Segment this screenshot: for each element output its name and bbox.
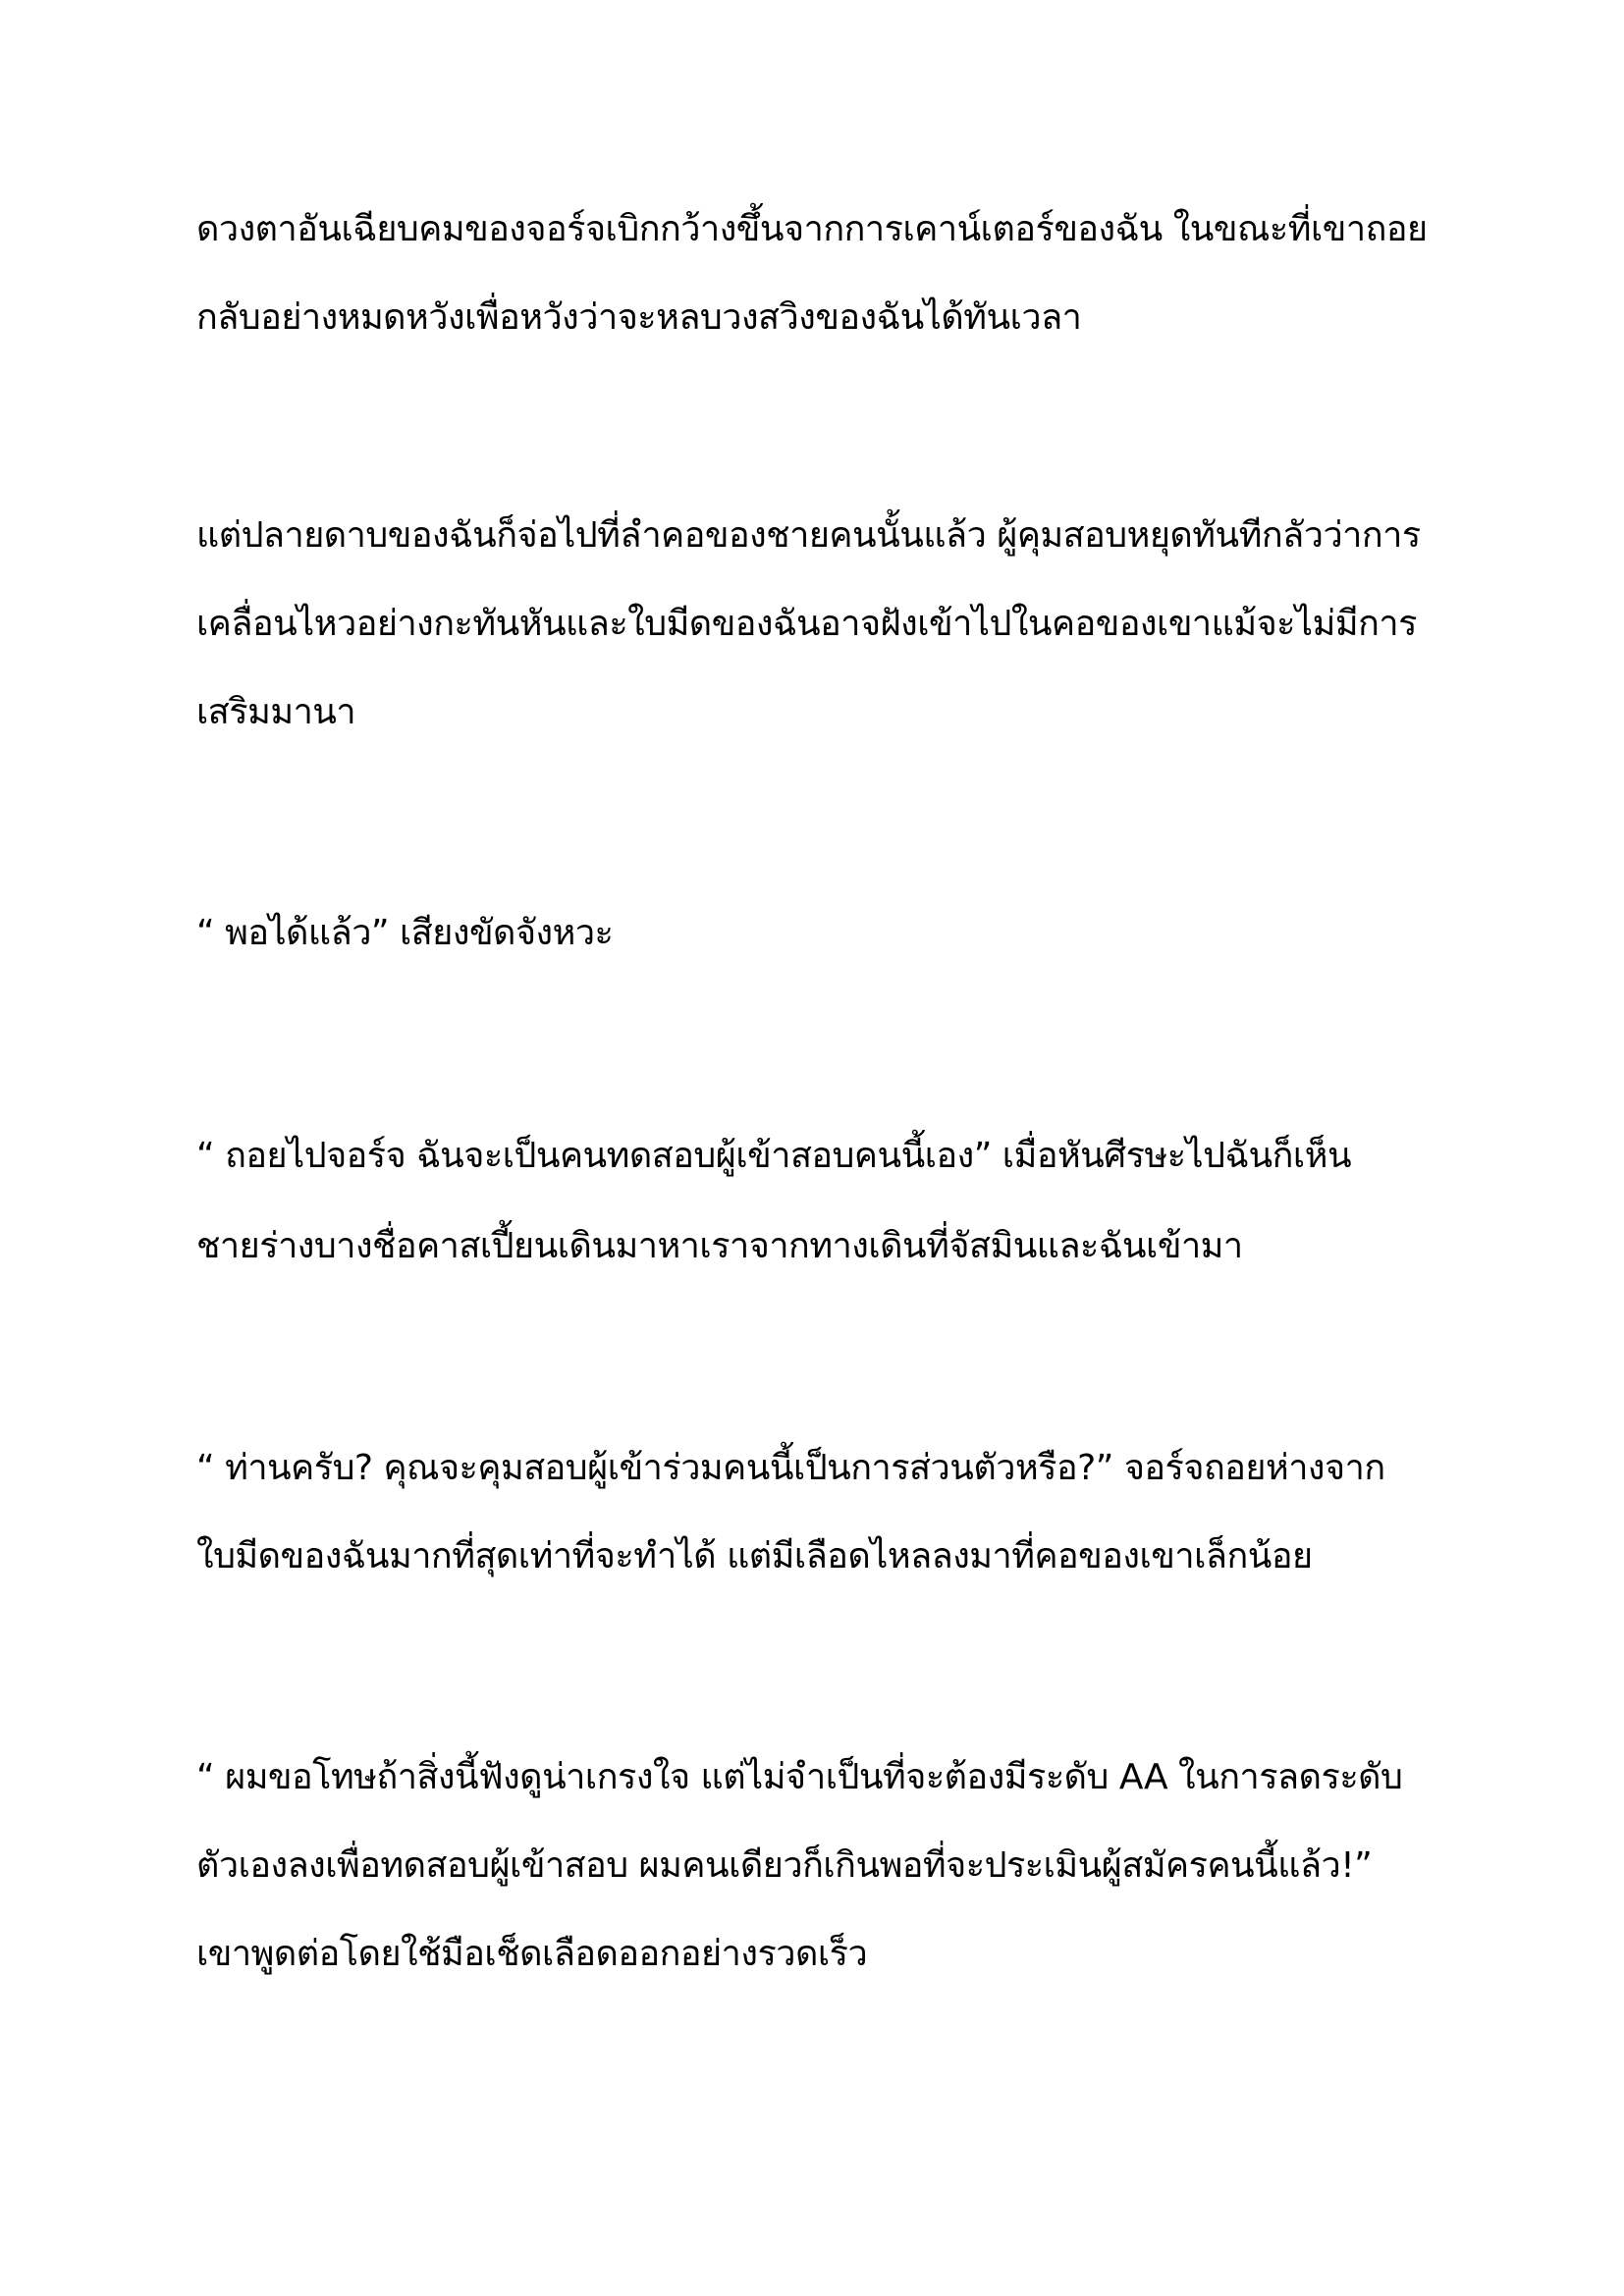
paragraph-5-line-1: “ ท่านครับ? คุณจะคุมสอบผู้เข้าร่วมคนนี้เป็นการส่วนตัวหรือ?” จอร์จถอยห่างจาก: [196, 1448, 1385, 1488]
paragraph-5-line-2: ใบมีดของฉันมากที่สุดเท่าที่จะทำได้ แต่มีเลือดไหลลงมาที่คอของเขาเล็กน้อย: [196, 1536, 1313, 1576]
paragraph-6-line-2: ตัวเองลงเพื่อทดสอบผู้เข้าสอบ ผมคนเดียวก็เกินพอที่จะประเมินผู้สมัครคนนี้แล้ว!”: [196, 1845, 1373, 1886]
paragraph-1-line-2: กลับอย่างหมดหวังเพื่อหวังว่าจะหลบวงสวิงของฉันได้ทันเวลา: [196, 297, 1082, 338]
paragraph-4-line-1: “ ถอยไปจอร์จ ฉันจะเป็นคนทดสอบผู้เข้าสอบคนนี้เอง” เมื่อหันศีรษะไปฉันก็เห็น: [196, 1136, 1352, 1176]
paragraph-4-line-2: ชายร่างบางชื่อคาสเปี้ยนเดินมาหาเราจากทางเดินที่จัสมินและฉันเข้ามา: [196, 1226, 1243, 1266]
paragraph-6-line-1: “ ผมขอโทษถ้าสิ่งนี้ฟังดูน่าเกรงใจ แต่ไม่จำเป็นที่จะต้องมีระดับ AA ในการลดระดับ: [196, 1757, 1403, 1797]
paragraph-6-line-3: เขาพูดต่อโดยใช้มือเช็ดเลือดออกอย่างรวดเร็ว: [196, 1934, 868, 1974]
paragraph-1-line-1: ดวงตาอันเฉียบคมของจอร์จเบิกกว้างขึ้นจากการเคาน์เตอร์ของฉัน ในขณะที่เขาถอย: [196, 209, 1428, 249]
paragraph-2-line-1: แต่ปลายดาบของฉันก็จ่อไปที่ลำคอของชายคนนั้นแล้ว ผู้คุมสอบหยุดทันทีกลัวว่าการ: [196, 515, 1421, 556]
paragraph-3-line-1: “ พอได้แล้ว” เสียงขัดจังหวะ: [196, 913, 614, 953]
paragraph-2-line-3: เสริมมานา: [196, 692, 356, 732]
paragraph-2-line-2: เคลื่อนไหวอย่างกะทันหันและใบมีดของฉันอาจฝังเข้าไปในคอของเขาแม้จะไม่มีการ: [196, 604, 1417, 644]
